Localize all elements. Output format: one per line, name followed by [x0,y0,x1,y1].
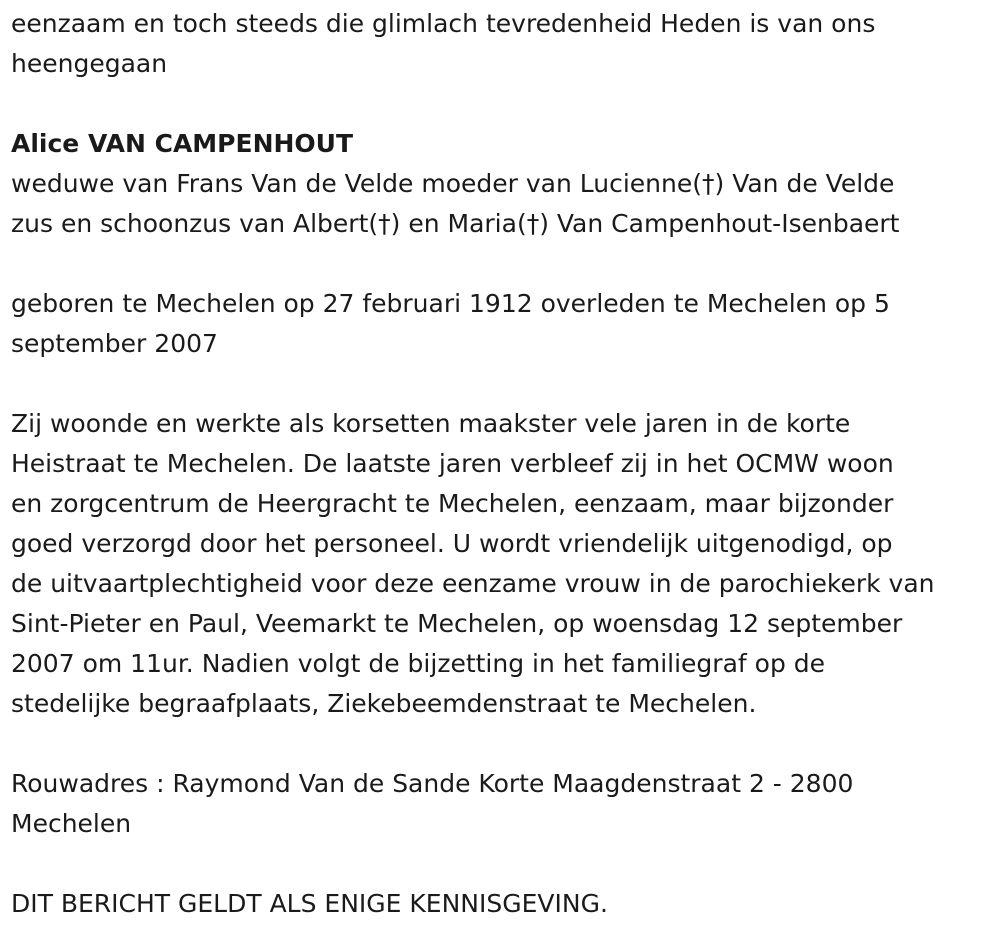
body-line: de uitvaartplechtigheid voor deze eenzame vrouw in de parochiekerk van [11,569,935,598]
body-line: goed verzorgd door het personeel. U wordt vriendelijk uitgenodigd, op [11,529,893,558]
body-line: Sint-Pieter en Paul, Veemarkt te Mechelen, op woensdag 12 september [11,609,903,638]
address-text [11,764,990,844]
spacer [11,244,990,284]
deceased-name: Alice VAN CAMPENHOUT [11,129,354,158]
address-line: Rouwadres : Raymond Van de Sande Korte Maagdenstraat 2 - 2800 [11,769,854,798]
body-line: en zorgcentrum de Heergracht te Mechelen, eenzaam, maar bijzonder [11,489,894,518]
intro-text [11,4,990,84]
body-line: stedelijke begraafplaats, Ziekebeemdenstraat te Mechelen. [11,689,757,718]
body-line: Heistraat te Mechelen. De laatste jaren verbleef zij in het OCMW woon [11,449,894,478]
relations-text [11,164,990,244]
relations-line: weduwe van Frans Van de Velde moeder van Lucienne(†) Van de Velde [11,169,895,198]
dates-text [11,284,990,364]
body-line: 2007 om 11ur. Nadien volgt de bijzetting in het familiegraf op de [11,649,826,678]
spacer [11,84,990,124]
spacer [11,844,990,884]
intro-line: eenzaam en toch steeds die glimlach tevredenheid Heden is van ons [11,9,876,38]
body-text [11,404,990,724]
address-line: Mechelen [11,809,132,838]
dates-line: september 2007 [11,329,218,358]
spacer [11,724,990,764]
dates-line: geboren te Mechelen op 27 februari 1912 overleden te Mechelen op 5 [11,289,890,318]
body-line: Zij woonde en werkte als korsetten maakster vele jaren in de korte [11,409,851,438]
relations-line: zus en schoonzus van Albert(†) en Maria(†) Van Campenhout-Isenbaert [11,209,900,238]
closing-notice: DIT BERICHT GELDT ALS ENIGE KENNISGEVING. [11,889,608,918]
intro-line: heengegaan [11,49,168,78]
spacer [11,364,990,404]
